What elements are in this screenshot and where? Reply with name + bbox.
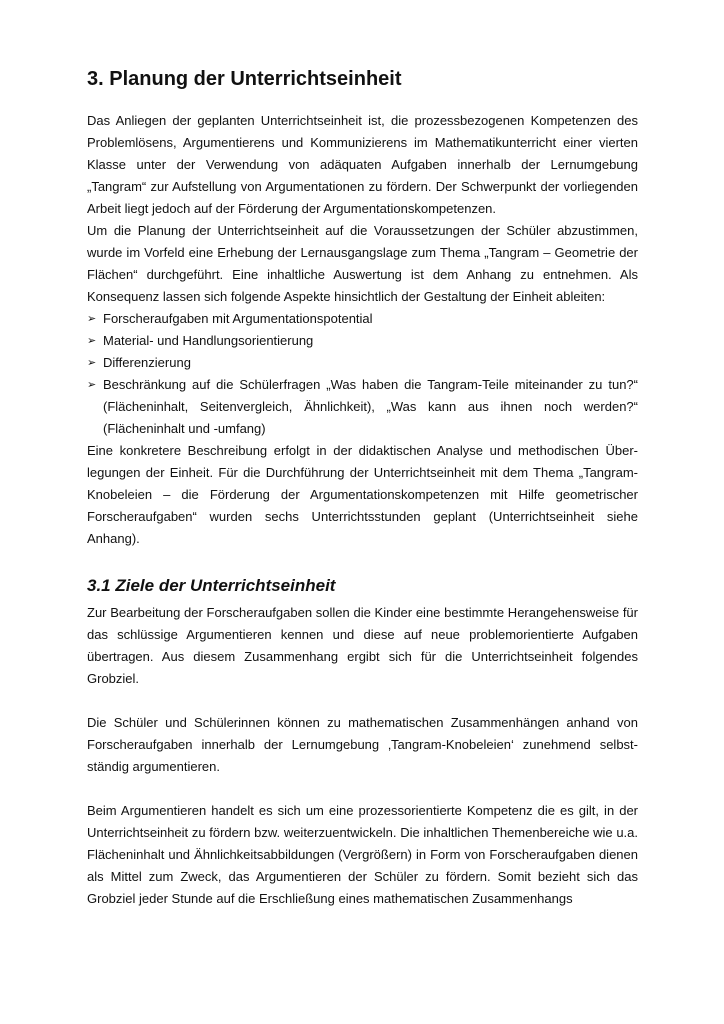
list-item-text: Beschränkung auf die Schülerfragen „Was haben die Tangram-Teile miteinander zu tun?“ (Flächeninhalt, Seitenvergleich, Ähnlichkeit), „Was kann aus ihnen noch werden?“ (Flächeninhalt und -umfang) <box>103 377 638 436</box>
section-heading: 3. Planung der Unterrichtseinheit <box>87 68 402 90</box>
arrow-bullet-icon: ➢ <box>87 313 97 325</box>
aspects-list <box>87 308 638 440</box>
paragraph-argumentation: Beim Argumentieren handelt es sich um eine prozessorientierte Kompetenz die es gilt, in der Unterrichtseinheit zu fördern bzw. weiterzuentwickeln. Die inhaltlichen Themenbereiche wie u.a. Flächeninhalt und Ähnlichkeitsabbildungen (Vergrößern) in Form von Forscheraufgaben dienen als Mittel zum Zweck, das Argumentieren der Schüler zu fördern. Somit bezieht sich das Grobziel jeder Stunde auf die Erschließung eines mathematischen Zusammenhangs <box>87 803 638 906</box>
spacer <box>87 690 638 712</box>
arrow-bullet-icon: ➢ <box>87 335 97 347</box>
paragraph-description: Eine konkretere Beschreibung erfolgt in der didaktischen Analyse und methodischen Über-legungen der Einheit. Für die Durchführung der Unterrichtseinheit mit dem Thema „Tangram-Knobeleien – die Förderung der Argumentationskompetenzen mit Hilfe geometrischer Forscheraufgaben“ wurden sechs Unterrichtsstunden geplant (Unterrichtseinheit siehe Anhang). <box>87 443 638 546</box>
subsection-heading: 3.1 Ziele der Unterrichtseinheit <box>87 576 336 595</box>
list-item-text: Differenzierung <box>103 355 191 370</box>
paragraph-goals: Zur Bearbeitung der Forscheraufgaben sollen die Kinder eine bestimmte Herangehensweise für das schlüssige Argumentieren kennen und diese auf neue problemorientierte Aufgaben übertragen. Aus diesem Zusammenhang ergibt sich für die Unterrichtseinheit folgendes Grobziel. <box>87 605 638 686</box>
document-page <box>87 66 638 910</box>
list-item <box>87 330 638 352</box>
list-item <box>87 374 638 440</box>
list-item <box>87 308 638 330</box>
list-item-text: Material- und Handlungsorientierung <box>103 333 314 348</box>
spacer <box>87 778 638 800</box>
paragraph-planning: Um die Planung der Unterrichtseinheit auf die Voraussetzungen der Schüler abzustimmen, wurde im Vorfeld eine Erhebung der Lernausgangslage zum Thema „Tangram – Geometrie der Flächen“ durchgeführt. Eine inhaltliche Auswertung ist dem Anhang zu entnehmen. Als Konsequenz lassen sich folgende Aspekte hinsichtlich der Gestaltung der Einheit ableiten: <box>87 223 638 304</box>
paragraph-grobziel: Die Schüler und Schülerinnen können zu mathematischen Zusammenhängen anhand von Forscheraufgaben innerhalb der Lernumgebung ‚Tangram-Knobeleien‘ zunehmend selbst-ständig argumentieren. <box>87 715 638 774</box>
arrow-bullet-icon: ➢ <box>87 357 97 369</box>
list-item-text: Forscheraufgaben mit Argumentationspotential <box>103 311 373 326</box>
spacer <box>87 550 638 574</box>
paragraph-intro: Das Anliegen der geplanten Unterrichtseinheit ist, die prozessbezogenen Kompetenzen des Problemlösens, Argumentierens und Kommunizierens im Mathematikunterricht einer vierten Klasse unter der Verwendung von adäquaten Aufgaben innerhalb der Lernumgebung „Tangram“ zur Aufstellung von Argumentationen zu fördern. Der Schwerpunkt der vorliegenden Arbeit liegt jedoch auf der Förderung der Argumentationskompetenzen. <box>87 113 638 216</box>
arrow-bullet-icon: ➢ <box>87 379 97 391</box>
list-item <box>87 352 638 374</box>
